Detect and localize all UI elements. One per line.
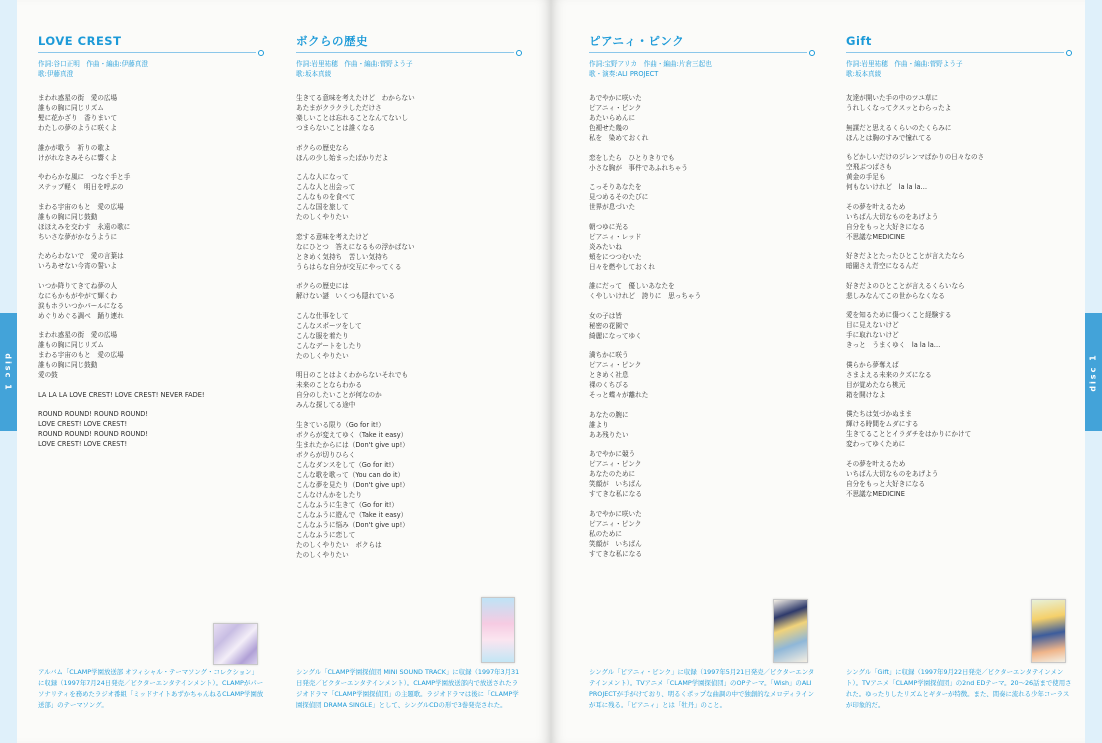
lyric-stanza — [589, 182, 817, 212]
lyric-line: あでやかに咲いた — [589, 509, 642, 518]
lyric-line: 暗闇さえ青空になるんだ — [846, 262, 919, 270]
lyric-stanza — [38, 93, 266, 133]
lyric-line: ほほえみを交わす 永遠の歌に — [38, 222, 131, 231]
lyric-line: こんなふうに遊んで（Take it easy） — [296, 510, 408, 519]
lyric-line: まわれ惑星の街 愛の広場 — [38, 331, 118, 339]
title-rule — [296, 50, 524, 56]
title-rule-dot — [809, 50, 815, 56]
lyric-line: たのしくやりたい ボクらは — [296, 540, 382, 549]
lyric-line: こんな服を着たり — [296, 331, 349, 340]
lyric-line: ほんの少し始まったばかりだよ — [296, 153, 389, 162]
lyric-stanza — [38, 409, 266, 449]
lyric-stanza — [296, 281, 524, 301]
credit-line: 作詞:岩里祐穂 作曲・編曲:菅野よう子 — [296, 60, 413, 68]
single-cover-thumbnail — [773, 599, 808, 663]
lyric-stanza — [296, 143, 524, 163]
lyric-line: 炎みたいね — [589, 242, 622, 251]
lyrics — [38, 93, 266, 449]
single-cover-thumbnail — [481, 597, 515, 663]
lyric-line: 誰より — [589, 420, 609, 429]
lyric-line: ほんとは胸のすみで憧れてる — [846, 133, 932, 142]
lyric-line: いちばん大切なものをあげよう — [846, 469, 939, 478]
title-rule-dot — [516, 50, 522, 56]
lyric-line: その夢を叶えるため — [846, 459, 906, 468]
lyric-line: あなたの腕に — [589, 410, 629, 419]
lyric-stanza — [38, 330, 266, 380]
lyric-line: めぐりめぐる調べ 踊り連れ — [38, 311, 124, 320]
lyric-line: ボクらが切りひらく — [296, 450, 356, 459]
lyric-line: ピアニィ・ピンク — [589, 361, 642, 369]
lyric-line: 色褪せた幾の — [589, 124, 629, 132]
lyric-line: 自分をもっと大好きになる — [846, 479, 926, 488]
lyric-line: 笑顔が いちばん — [589, 480, 642, 488]
lyric-line: 私のために — [589, 529, 622, 538]
lyric-line: いちばん大切なものをあげよう — [846, 212, 939, 221]
credit-line: 作詞:谷口正明 作曲・編曲:伊藤真澄 — [38, 60, 148, 68]
lyric-line: たのしくやりたい — [296, 550, 349, 559]
lyric-stanza — [589, 509, 817, 559]
lyric-line: 自分のしたいことが何なのか — [296, 391, 382, 399]
lyric-stanza — [296, 311, 524, 361]
lyric-line: 髪に花かざり 香りまいて — [38, 114, 118, 122]
song-credits — [846, 59, 1074, 79]
song-column-2 — [589, 33, 817, 568]
single-cover-thumbnail — [1031, 599, 1066, 663]
lyric-line: あでやかに咲いた — [589, 94, 642, 102]
lyric-line: たのしくやりたい — [296, 213, 349, 221]
lyric-line: すてきな私になる — [589, 490, 642, 498]
lyric-line: ときめく気持ち 苦しい気持ち — [296, 252, 389, 261]
lyric-stanza — [846, 281, 1074, 301]
lyric-line: 手に取れないけど — [846, 331, 899, 339]
title-rule — [38, 50, 266, 56]
song-note-1: シングル「CLAMP学園探偵団 MINI SOUND TRACK」に収録（1997年3月31日発売／ビクターエンタテインメント）。CLAMP学園放送部内で放送されたラジオドラマ「CLAMP学園探偵団」の主題歌。ラジオドラマは後に「CLAMP学園探偵団 DRAMA SINGLE」として、シングルCDの形で3巻発売された。 — [296, 668, 520, 709]
lyric-line: 自分をもっと大好きになる — [846, 222, 926, 231]
lyric-line: 誰もの胸に同じ鼓動 — [38, 212, 98, 221]
title-rule-line — [296, 52, 514, 53]
lyric-line: こんなスポーツをして — [296, 321, 362, 330]
lyric-line: なにひとつ 答えになるもの浮かばない — [296, 242, 415, 251]
lyric-line: まわる宇宙のもと 愛の広場 — [38, 351, 124, 359]
lyric-stanza — [846, 152, 1074, 192]
lyric-line: ボクらの歴史には — [296, 282, 349, 290]
song-title: LOVE CREST — [38, 34, 122, 48]
song-credits — [38, 59, 266, 79]
lyric-line: ステップ軽く 明日を呼ぶの — [38, 183, 124, 191]
lyric-line: ああ残りたい — [589, 430, 629, 439]
lyric-line: 秘密の花園で — [589, 321, 629, 330]
lyric-stanza — [296, 172, 524, 222]
title-rule-line — [38, 52, 256, 53]
lyric-line: いろあせない今宵の誓いよ — [38, 262, 118, 270]
lyric-line: 好きだよとたったひとことが言えたなら — [846, 252, 965, 260]
lyric-line: その夢を叶えるため — [846, 202, 906, 211]
lyric-line: まわれ惑星の街 愛の広場 — [38, 94, 118, 102]
credit-line: 歌:坂本真綾 — [296, 70, 332, 78]
lyric-line: わたしの夢のように咲くよ — [38, 124, 118, 132]
lyric-line: くやしいけれど 誇りに 思っちゃう — [589, 292, 702, 300]
title-rule-dot — [258, 50, 264, 56]
lyric-line: まわる宇宙のもと 愛の広場 — [38, 202, 124, 211]
lyric-line: ピアニィ・レッド — [589, 232, 642, 241]
lyric-line: 女の子は皆 — [589, 311, 622, 320]
lyric-line: あたまがクラクラしただけさ — [296, 104, 382, 112]
lyric-line: 愛の鼓 — [38, 371, 58, 379]
lyric-line: こんなけんかをしたり — [296, 490, 362, 499]
album-cover-thumbnail — [213, 623, 258, 665]
credit-line: 歌・演奏:ALI PROJECT — [589, 70, 659, 78]
song-credits — [296, 59, 524, 79]
lyric-line: 誰もの胸に同じ鼓動 — [38, 361, 98, 369]
lyric-line: たのしくやりたい — [296, 351, 349, 360]
lyric-line: あでやかに競う — [589, 450, 636, 458]
lyric-line: そっと蝶々が離れた — [589, 391, 649, 399]
lyric-line: 涙もホラいつかパールになる — [38, 301, 124, 310]
lyric-stanza — [296, 420, 524, 560]
lyric-line: 小さな胸が 事件であふれちゃう — [589, 163, 688, 172]
lyric-stanza — [38, 202, 266, 242]
lyric-line: LOVE CREST! LOVE CREST! — [38, 440, 128, 448]
lyric-stanza — [296, 93, 524, 133]
lyric-line: つまらないことは誰くなる — [296, 124, 376, 132]
song-title: ボクらの歴史 — [296, 34, 368, 48]
lyric-stanza — [589, 222, 817, 272]
lyric-stanza — [846, 310, 1074, 350]
right-page — [551, 0, 1102, 743]
title-rule — [589, 50, 817, 56]
song-title: ピアニィ・ピンク — [589, 34, 685, 48]
lyric-line: ボクらが変えてゆく（Take it easy） — [296, 430, 408, 439]
lyric-stanza — [589, 311, 817, 341]
lyric-stanza — [589, 153, 817, 173]
lyric-line: 悲しみなんてこの世からなくなる — [846, 291, 945, 300]
lyric-line: ピアニィ・ピンク — [589, 460, 642, 468]
lyric-line: 日々を燃やしておくれ — [589, 262, 655, 271]
lyric-stanza — [589, 410, 817, 440]
lyric-stanza — [846, 459, 1074, 499]
lyric-stanza — [589, 350, 817, 400]
lyric-stanza — [38, 251, 266, 271]
title-rule-dot — [1066, 50, 1072, 56]
lyric-line: もどかしいだけのジレンマばかりの日々なのさ — [846, 153, 985, 161]
lyric-line: さまよえる未来のクズになる — [846, 370, 932, 379]
lyric-line: 友達が開いた手の中のツユ草に — [846, 94, 939, 102]
song-note-0: アルバム「CLAMP学園放送部 オフィシャル・テーマソング・コレクション」に収録（1997年7月24日発売／ビクターエンタテインメント）。CLAMPがパーソナリティを務めたラジオ番組「ミッドナイトあずかちゃんねるCLAMP学園放送部」のテーマソング。 — [38, 668, 264, 709]
lyric-stanza — [38, 390, 266, 400]
lyric-line: こんなふうに生きて（Go for it!） — [296, 500, 398, 509]
disc-tab-label: disc 1 — [1089, 352, 1099, 392]
lyric-line: 生きてることとイラダチをはかりにかけて — [846, 430, 972, 438]
lyric-stanza — [846, 360, 1074, 400]
lyric-line: 明日のことはよくわからないそれでも — [296, 371, 409, 379]
lyric-line: 楽しいことは忘れることなんてないし — [296, 114, 409, 122]
lyrics — [589, 93, 817, 559]
lyric-line: 誰にだって 優しいあなたを — [589, 282, 675, 290]
lyric-line: 誰もの胸に同じリズム — [38, 104, 104, 112]
lyric-line: 好きだよのひとことが言えるくらいなら — [846, 281, 965, 290]
lyric-line: 見つめるそのたびに — [589, 193, 649, 201]
lyric-line: 黄金の手足も — [846, 173, 886, 181]
lyric-stanza — [589, 93, 817, 143]
lyric-line: 愛を知るために傷つくこと経験する — [846, 311, 952, 319]
song-note-3: シングル「Gift」に収録（1997年9月22日発売／ビクターエンタテインメント）。TVアニメ「CLAMP学園探偵団」の2nd EDテーマ。20〜26話まで使用された。ゆったりしたリズムとギターが特徴。また、間奏に流れる少年コーラスが印象的だ。 — [846, 668, 1072, 709]
lyric-line: 頬をにつつむいた — [589, 252, 642, 261]
lyric-line: 私を 染めておくれ — [589, 134, 649, 142]
lyric-line: 誰もの胸に同じリズム — [38, 341, 104, 349]
lyric-line: やわらかな風に つなぐ手と手 — [38, 173, 131, 181]
lyric-line: 満ちかに咲う — [589, 351, 629, 359]
credit-line: 作詞:宝野アリカ 作曲・編曲:片倉三起也 — [589, 60, 712, 68]
lyric-line: 恋をしたら ひとりきりでも — [589, 153, 675, 162]
lyric-line: ボクらの歴史なら — [296, 143, 349, 152]
lyric-line: こっそりあなたを — [589, 183, 642, 191]
lyric-stanza — [38, 172, 266, 192]
lyric-line: なにもかもがやがて輝くわ — [38, 291, 118, 300]
lyric-line: ROUND ROUND! ROUND ROUND! — [38, 430, 149, 438]
title-rule-line — [846, 52, 1064, 53]
lyric-line: 不思議なMEDICINE — [846, 489, 905, 498]
lyric-stanza — [296, 370, 524, 410]
song-title: Gift — [846, 34, 872, 48]
lyric-line: ちいさな夢がかなうように — [38, 232, 118, 241]
lyric-line: 生きている限り（Go for it!） — [296, 420, 385, 429]
lyric-line: うれしくなってクスッとわらったよ — [846, 104, 952, 112]
lyric-line: 不思議なMEDICINE — [846, 232, 905, 241]
lyric-stanza — [846, 123, 1074, 143]
lyrics — [296, 93, 524, 560]
lyric-line: 朝つゆに光る — [589, 222, 629, 231]
disc-tab-left — [0, 313, 17, 431]
song-column-1 — [296, 33, 524, 569]
lyric-line: ROUND ROUND! ROUND ROUND! — [38, 410, 149, 418]
lyric-line: こんなふうに恋して — [296, 530, 356, 539]
lyric-line: けがれなきみそらに響くよ — [38, 153, 118, 162]
credit-line: 歌:伊藤真澄 — [38, 70, 74, 78]
lyric-stanza — [589, 449, 817, 499]
lyric-line: LOVE CREST! LOVE CREST! — [38, 420, 128, 428]
lyric-line: こんなデートをしたり — [296, 341, 362, 350]
lyric-line: 僕らから夢奪えば — [846, 360, 899, 369]
lyrics — [846, 93, 1074, 499]
lyric-stanza — [38, 143, 266, 163]
lyric-line: こんなふうに悩み（Don't give up!） — [296, 520, 409, 529]
lyric-line: 未来のことならわかる — [296, 381, 362, 389]
disc-tab-label: disc 1 — [4, 352, 14, 392]
lyric-line: 輝ける時間をムダにする — [846, 420, 919, 428]
lyric-line: 目が覚めたなら桃元 — [846, 380, 906, 389]
lyric-line: ピアニィ・ピンク — [589, 519, 642, 528]
lyric-line: あなたのために — [589, 470, 636, 478]
lyric-line: 世界が息づいた — [589, 203, 636, 211]
lyric-stanza — [846, 409, 1074, 449]
lyric-line: 笑顔が いちばん — [589, 539, 642, 548]
lyric-line: こんなものを食べて — [296, 193, 356, 201]
lyric-line: すてきな私になる — [589, 549, 642, 558]
lyric-line: 生きてる意味を考えたけど わからない — [296, 94, 415, 102]
lyric-line: 綺麗になってゆく — [589, 331, 642, 340]
lyric-line: 生まれたからには（Don't give up!） — [296, 440, 409, 449]
lyric-line: こんなダンスをして（Go for it!） — [296, 460, 398, 469]
lyric-line: こんな仕事をして — [296, 311, 349, 320]
lyric-line: 空飛ぶつばさも — [846, 163, 893, 171]
lyric-line: 箱を開けなよ — [846, 390, 886, 399]
disc-tab-right — [1085, 313, 1102, 431]
lyric-stanza — [589, 281, 817, 301]
lyric-line: きっと うまくゆく la la la… — [846, 341, 941, 349]
song-note-2: シングル「ピアニィ・ピンク」に収録（1997年5月21日発売／ビクターエンタテインメント）。TVアニメ「CLAMP学園探偵団」のOPテーマ。「Wish」のALI PROJECTが手がけており、明るくポップな曲調の中で独創的なメロディラインが耳に残る。「ピアニィ」とは「牡丹」のこと。 — [589, 668, 815, 709]
lyric-line: あたいらめんに — [589, 114, 636, 122]
lyric-stanza — [846, 93, 1074, 113]
lyric-line: 何もないけれど la la la… — [846, 183, 928, 191]
lyric-line: LA LA LA LOVE CREST! LOVE CREST! NEVER FADE! — [38, 390, 205, 399]
lyric-line: こんな夢を見たり（Don't give up!） — [296, 480, 409, 489]
lyric-line: 解けない謎 いくつも隠れている — [296, 292, 395, 300]
title-rule-line — [589, 52, 807, 53]
credit-line: 作詞:岩里祐穂 作曲・編曲:菅野よう子 — [846, 60, 963, 68]
lyric-line: 裸のくちびる — [589, 381, 629, 389]
song-credits — [589, 59, 817, 79]
lyric-line: いつか降りてきてね夢の人 — [38, 281, 118, 290]
lyric-stanza — [846, 251, 1074, 271]
lyric-line: 僕たちは気づかぬまま — [846, 410, 912, 418]
lyric-line: 恋する意味を考えたけど — [296, 232, 369, 241]
title-rule — [846, 50, 1074, 56]
lyric-line: こんな国を旅して — [296, 203, 349, 211]
lyric-line: みんな探してる途中 — [296, 401, 356, 409]
lyric-line: 変わってゆくために — [846, 440, 906, 448]
lyric-line: ためらわないで 愛の言葉は — [38, 252, 124, 260]
lyric-stanza — [846, 202, 1074, 242]
lyric-stanza — [296, 232, 524, 272]
lyric-line: ときめく社息 — [589, 371, 629, 379]
lyric-line: 誰かが歌う 祈りの歌よ — [38, 143, 111, 152]
credit-line: 歌:坂本真綾 — [846, 70, 882, 78]
lyric-stanza — [38, 281, 266, 321]
lyric-line: うらはらな自分が交互にやってくる — [296, 262, 402, 271]
lyric-line: こんな人と出会って — [296, 183, 356, 191]
lyric-line: こんな歌を歌って（You can do it） — [296, 470, 405, 479]
lyric-line: ピアニィ・ピンク — [589, 104, 642, 112]
song-column-3 — [846, 33, 1074, 508]
lyric-line: こんな人になって — [296, 173, 349, 181]
song-column-0 — [38, 33, 266, 459]
lyric-line: 目に見えないけど — [846, 321, 899, 329]
lyric-line: 無謀だと思えるくらいのたくらみに — [846, 123, 952, 132]
